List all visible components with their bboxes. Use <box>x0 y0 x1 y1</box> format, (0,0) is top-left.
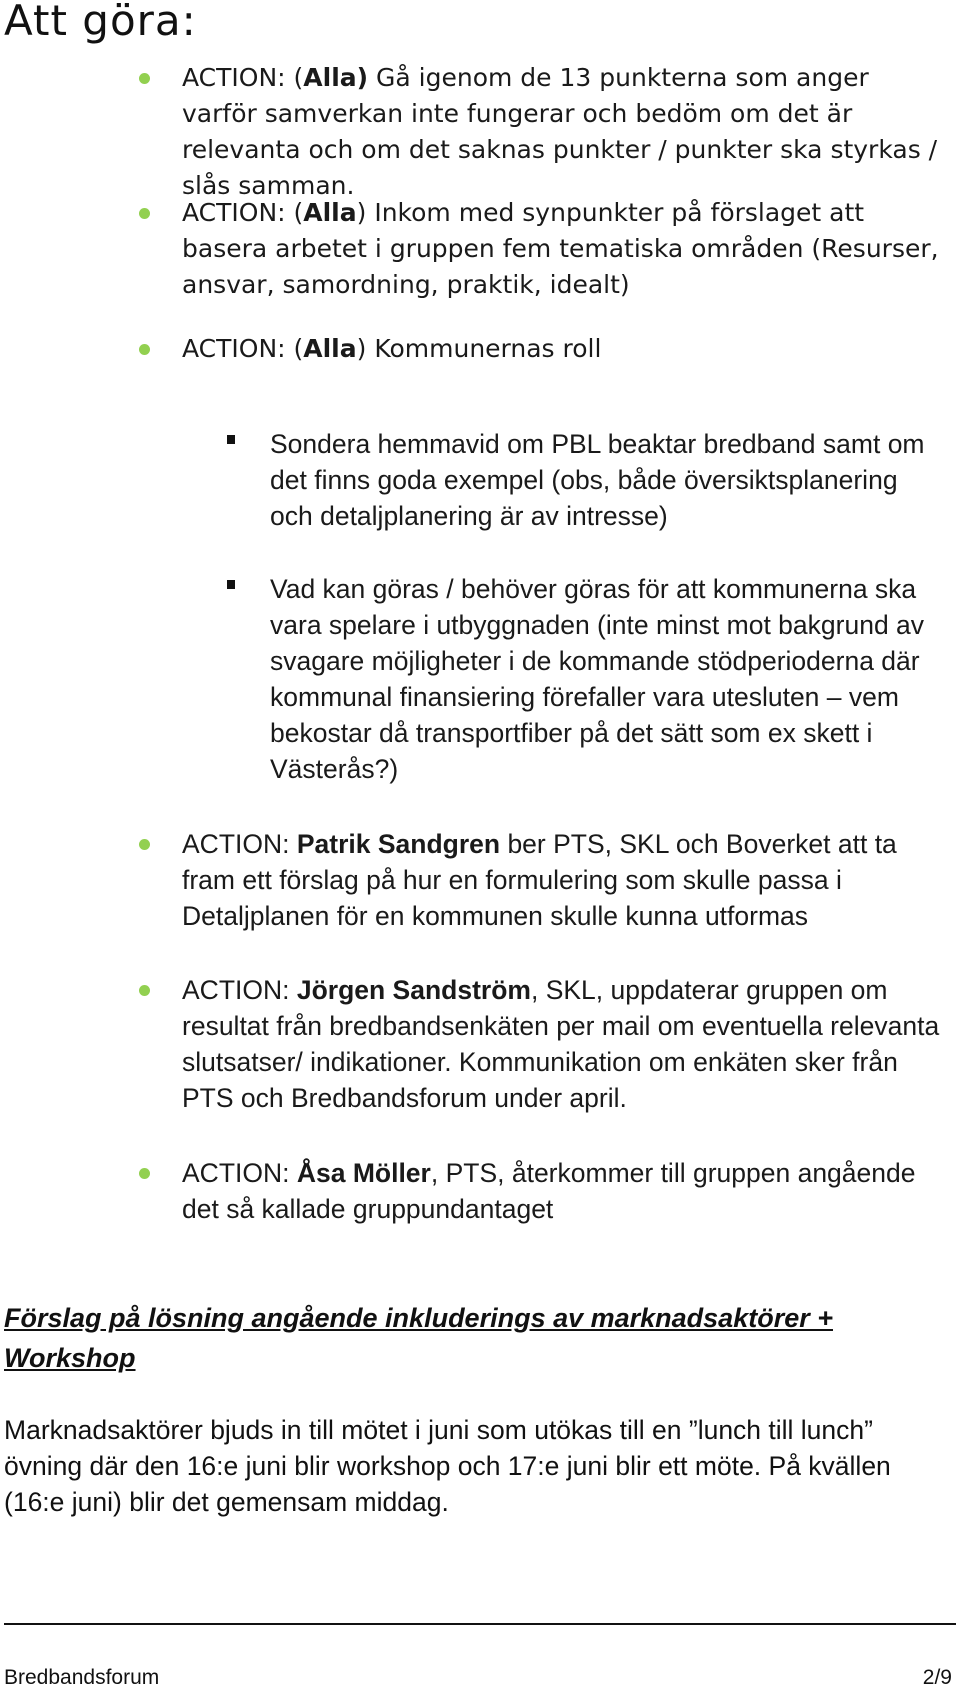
action-item-6 <box>182 1155 942 1227</box>
action-text: ) Inkom med synpunkter på förslaget att basera arbetet i gruppen fem tematiska områden (Resurser, ansvar, samordning, praktik, idealt) <box>182 198 939 299</box>
bullet-dot-icon <box>139 73 150 84</box>
action-text: ) Kommunernas roll <box>356 334 602 363</box>
action-prefix: ACTION: <box>182 829 297 859</box>
square-bullet-icon <box>227 435 235 444</box>
action-prefix: ACTION: ( <box>182 334 304 363</box>
footer-org: Bredbandsforum <box>4 1666 160 1689</box>
action-prefix: ACTION: <box>182 1158 297 1188</box>
action-owner: Alla <box>303 334 357 363</box>
action-owner: Alla <box>303 198 357 227</box>
action-owner: Åsa Möller <box>296 1158 431 1188</box>
section-heading: Förslag på lösning angående inkluderings av marknadsaktörer + Workshop <box>4 1303 833 1373</box>
action-text: Gå igenom de 13 punkterna som anger varför samverkan inte fungerar och bedöm om det är relevanta och om det saknas punkter / punkter ska styrkas / slås samman. <box>182 63 938 200</box>
action-item-3 <box>182 331 942 367</box>
action-item-5 <box>182 972 942 1116</box>
bullet-dot-icon <box>139 208 150 219</box>
bullet-dot-icon <box>139 1168 150 1179</box>
sub-item-text: Vad kan göras / behöver göras för att kommunerna ska vara spelare i utbyggnaden (inte minst mot bakgrund av svagare möjligheter i de kommande stödperioderna där kommunal finansiering förefaller vara utesluten – vem bekostar då transportfiber på det sätt som ex skett i Västerås?) <box>270 574 925 784</box>
action-owner: Alla) <box>303 63 369 92</box>
action-item-1 <box>182 60 942 204</box>
bullet-dot-icon <box>139 839 150 850</box>
action-text: , SKL, uppdaterar gruppen om resultat från bredbandsenkäten per mail om eventuella relevanta slutsatser/ indikationer. Kommunikation om enkäten sker från PTS och Bredbandsforum under april. <box>182 975 940 1113</box>
action-prefix: ACTION: <box>182 63 294 92</box>
sub-item-1 <box>270 426 940 534</box>
action-open-paren: ( <box>293 63 304 92</box>
section-paragraph: Marknadsaktörer bjuds in till mötet i juni som utökas till en ”lunch till lunch” övning där den 16:e juni blir workshop och 17:e juni blir ett möte. På kvällen (16:e juni) blir det gemensam middag. <box>4 1415 891 1517</box>
action-owner: Jörgen Sandström <box>296 975 531 1005</box>
action-owner: Patrik Sandgren <box>296 829 501 859</box>
action-text: ber PTS, SKL och Boverket att ta fram ett förslag på hur en formulering som skulle passa i Detaljplanen för en kommunen skulle kunna utformas <box>182 829 897 931</box>
bullet-dot-icon <box>139 985 150 996</box>
action-item-2 <box>182 195 942 303</box>
page-title: Att göra: <box>4 0 197 45</box>
action-text: , PTS, återkommer till gruppen angående det så kallade gruppundantaget <box>182 1158 916 1224</box>
action-item-4 <box>182 826 942 934</box>
action-prefix: ACTION: ( <box>182 198 304 227</box>
footer-divider <box>4 1623 956 1625</box>
sub-item-2 <box>270 571 940 787</box>
action-prefix: ACTION: <box>182 975 297 1005</box>
footer-page-number: 2/9 <box>922 1666 952 1689</box>
bullet-dot-icon <box>139 344 150 355</box>
sub-item-text: Sondera hemmavid om PBL beaktar bredband samt om det finns goda exempel (obs, både översiktsplanering och detaljplanering är av intresse) <box>270 429 925 531</box>
square-bullet-icon <box>227 580 235 589</box>
